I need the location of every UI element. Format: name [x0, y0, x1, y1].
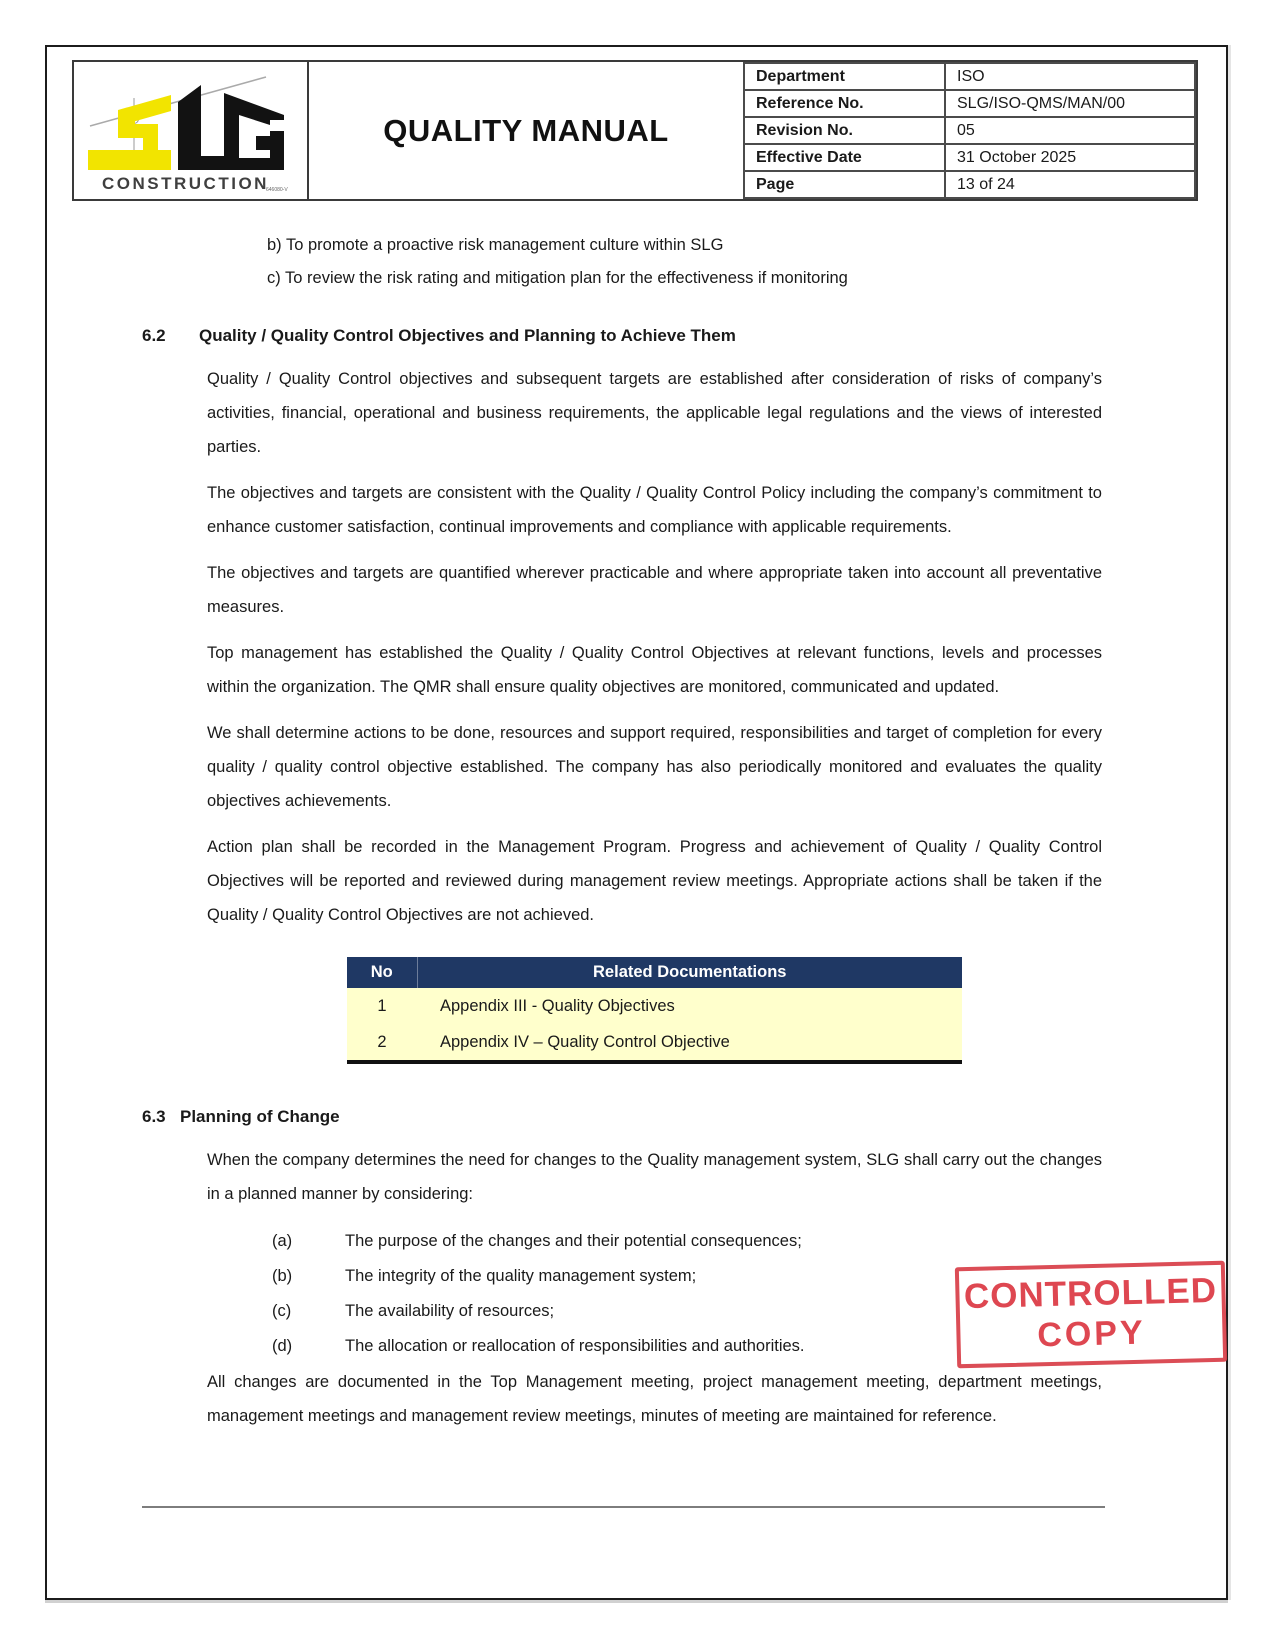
section-6-3-heading	[142, 1100, 1105, 1134]
list-text: The integrity of the quality management system;	[345, 1266, 697, 1285]
table-cell-no: 2	[347, 1025, 417, 1062]
info-label-effective-date: Effective Date	[744, 144, 945, 171]
list-marker: (a)	[272, 1231, 293, 1250]
stamp-text-line1: CONTROLLED	[963, 1270, 1218, 1317]
page-border	[45, 45, 1228, 1600]
paragraph: Top management has established the Quality / Quality Control Objectives at relevant functions, levels and processes within the organization. The QMR shall ensure quality objectives are monitored, communicated and updated.	[207, 643, 1102, 696]
paragraph: When the company determines the need for changes to the Quality management system, SLG shall carry out the changes in a planned manner by considering:	[207, 1150, 1102, 1203]
intro-list	[267, 229, 1105, 295]
table-row	[347, 1025, 962, 1062]
list-text: The availability of resources;	[345, 1301, 555, 1320]
stamp-text-line2: COPY	[1036, 1313, 1147, 1355]
info-value-effective-date: 31 October 2025	[945, 144, 1195, 171]
slg-logo-graphic	[74, 62, 307, 199]
controlled-copy-stamp	[955, 1261, 1227, 1369]
list-marker: (b)	[272, 1266, 293, 1285]
document-title: QUALITY MANUAL	[383, 112, 669, 148]
table-cell-doc: Appendix III - Quality Objectives	[417, 988, 962, 1025]
paragraph: All changes are documented in the Top Management meeting, project management meeting, department meetings, management meetings and management review meetings, minutes of meeting are maintained for reference.	[207, 1372, 1102, 1425]
info-value-revision: 05	[945, 117, 1195, 144]
list-item-c: c) To review the risk rating and mitigation plan for the effectiveness if monitoring	[267, 269, 848, 287]
paragraph: The objectives and targets are consistent with the Quality / Quality Control Policy including the company’s commitment to enhance customer satisfaction, continual improvements and compliance with applicable requirements.	[207, 483, 1102, 536]
info-label-page: Page	[744, 171, 945, 198]
info-value-department: ISO	[945, 63, 1195, 90]
company-logo	[74, 62, 309, 199]
logo-registration-text: 646080-V	[266, 187, 288, 193]
table-header-row	[347, 957, 962, 988]
related-documentations-table	[347, 957, 962, 1064]
info-row	[744, 63, 1195, 90]
list-text: The allocation or reallocation of responsibilities and authorities.	[345, 1336, 805, 1355]
paragraph: We shall determine actions to be done, resources and support required, responsibilities and target of completion for every quality / quality control objective established. The company has also periodically monitored and evaluates the quality objectives achievements.	[207, 723, 1102, 810]
section-6-2-number: 6.2	[142, 326, 166, 345]
document-info-table	[743, 62, 1196, 199]
section-6-3-number: 6.3	[142, 1106, 166, 1126]
table-cell-no: 1	[347, 988, 417, 1025]
list-marker: (d)	[272, 1336, 293, 1355]
footer-divider	[142, 1506, 1105, 1508]
section-6-2-title: Quality / Quality Control Objectives and Planning to Achieve Them	[199, 326, 736, 345]
info-value-page: 13 of 24	[945, 171, 1195, 198]
info-label-reference: Reference No.	[744, 90, 945, 117]
list-item	[272, 1224, 1105, 1259]
table-header-docs: Related Documentations	[417, 957, 962, 988]
info-row	[744, 144, 1195, 171]
table-header-no: No	[347, 957, 417, 988]
table-row	[347, 988, 962, 1025]
info-row	[744, 117, 1195, 144]
paragraph: Quality / Quality Control objectives and subsequent targets are established after consideration of risks of company’s activities, financial, operational and business requirements, the applicable legal regulations and the views of interested parties.	[207, 370, 1102, 456]
list-text: The purpose of the changes and their potential consequences;	[345, 1231, 802, 1250]
info-label-revision: Revision No.	[744, 117, 945, 144]
paragraph: The objectives and targets are quantified wherever practicable and where appropriate taken into account all preventative measures.	[207, 563, 1102, 616]
info-row	[744, 171, 1195, 198]
table-cell-doc: Appendix IV – Quality Control Objective	[417, 1025, 962, 1062]
list-item-b: b) To promote a proactive risk management culture within SLG	[267, 236, 724, 254]
paragraph: Action plan shall be recorded in the Management Program. Progress and achievement of Quality / Quality Control Objectives will be reported and reviewed during management review meetings. Appropriate actions shall be taken if the Quality / Quality Control Objectives are not achieved.	[207, 837, 1102, 924]
info-row	[744, 90, 1195, 117]
info-value-reference: SLG/ISO-QMS/MAN/00	[945, 90, 1195, 117]
info-label-department: Department	[744, 63, 945, 90]
logo-construction-text: CONSTRUCTION	[102, 174, 269, 193]
list-marker: (c)	[272, 1301, 292, 1320]
document-header	[72, 60, 1198, 201]
section-6-3-title: Planning of Change	[180, 1106, 340, 1126]
section-6-2-heading	[142, 319, 1105, 353]
